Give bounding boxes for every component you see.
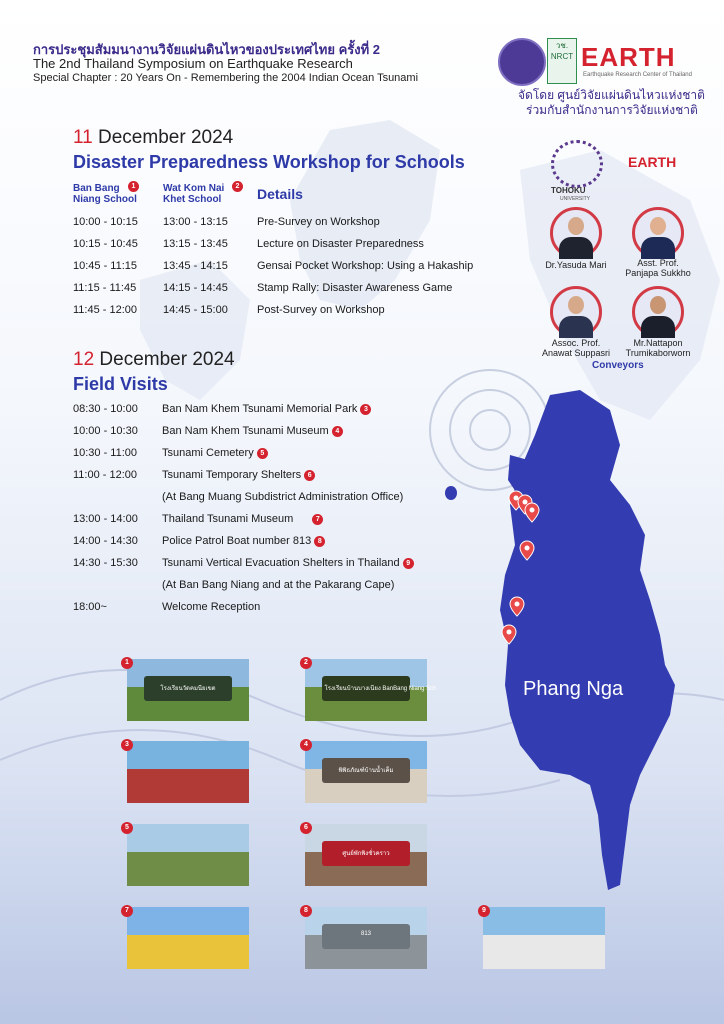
day1-row-time1: 10:45 - 11:15	[73, 260, 138, 272]
thai-title: การประชุมสัมมนางานวิจัยแผ่นดินไหวของประเทศไทย ครั้งที่ 2	[33, 42, 381, 57]
photo-sign-text: โรงเรียนบ้านบางเนียง BanBang Niang Sch	[324, 685, 437, 692]
day2-row-note: (At Bang Muang Subdistrict Administration Office)	[162, 491, 404, 503]
day2-row-label: Tsunami Vertical Evacuation Shelters in Thailand	[162, 557, 400, 569]
photo-badge: 3	[121, 739, 133, 751]
day1-row-time1: 10:00 - 10:15	[73, 216, 138, 228]
day2-row-label: Tsunami Temporary Shelters	[162, 469, 302, 481]
tohoku-logo-text: TOHOKU	[551, 186, 586, 195]
day2-row-label: Police Patrol Boat number 813	[162, 535, 312, 547]
day2-row-time: 10:00 - 10:30	[73, 425, 138, 437]
col2-header-text: Wat Kom Nai Khet School	[163, 183, 225, 205]
photo-location	[127, 659, 249, 721]
col2-badge: 2	[232, 181, 243, 192]
conveyors-label: Conveyors	[592, 360, 644, 371]
nrct-logo-icon	[547, 38, 577, 84]
photo-badge: 1	[121, 657, 133, 669]
day2-row-time: 08:30 - 10:00	[73, 403, 138, 415]
conveyor-name-line2: Anawat Suppasri	[541, 348, 611, 358]
subtitle: Special Chapter : 20 Years On - Remembering the 2004 Indian Ocean Tsunami	[33, 72, 419, 84]
photo-badge: 5	[121, 822, 133, 834]
day2-row-label: Tsunami Cemetery	[162, 447, 254, 459]
conveyor-name-line1: Asst. Prof.	[637, 258, 679, 268]
details-header: Details	[257, 186, 303, 202]
photo-location	[305, 824, 427, 886]
photo-badge: 9	[478, 905, 490, 917]
map-pin-icon	[509, 596, 529, 620]
location-badge: 9	[403, 558, 414, 569]
avatar	[632, 286, 684, 338]
conveyor-name-line1: Mr.Nattapon	[633, 338, 683, 348]
day1-row-time2: 13:45 - 14:15	[163, 260, 228, 272]
earth-logo-sub: Earthquake Research Center of Thailand	[583, 72, 692, 78]
conveyor-name-line2: Panjapa Sukkho	[625, 268, 691, 278]
day2-row-text	[162, 535, 325, 547]
map-pin-icon	[524, 502, 544, 526]
organizer-line-2: ร่วมกับสำนักงานการวิจัยแห่งชาติ	[526, 103, 698, 117]
english-title: The 2nd Thailand Symposium on Earthquake Research	[33, 56, 353, 71]
photo-location	[127, 741, 249, 803]
day1-row-detail: Pre-Survey on Workshop	[257, 216, 380, 228]
tohoku-logo-icon	[551, 140, 603, 188]
day2-row-text	[162, 447, 268, 459]
thai-seal-logo-icon	[498, 38, 546, 86]
nrct-logo-text: วช. NRCT	[550, 41, 574, 61]
day1-row-detail: Post-Survey on Workshop	[257, 304, 385, 316]
photo-sign-text: พิพิธภัณฑ์บ้านน้ำเค็ม	[338, 767, 394, 774]
avatar	[632, 207, 684, 259]
day2-row-time: 10:30 - 11:00	[73, 447, 138, 459]
day2-row-note: (At Ban Bang Niang and at the Pakarang Cape)	[162, 579, 395, 591]
location-badge: 3	[360, 404, 371, 415]
location-badge: 4	[332, 426, 343, 437]
organizer-line-1: จัดโดย ศูนย์วิจัยแผ่นดินไหวแห่งชาติ	[518, 88, 705, 102]
day2-row-text	[162, 469, 315, 481]
day1-row-time1: 10:15 - 10:45	[73, 238, 138, 250]
day2-title: Field Visits	[73, 374, 168, 394]
map-label: Phang Nga	[523, 678, 624, 700]
tohoku-logo-sub: UNIVERSITY	[560, 196, 591, 202]
day2-row-text: Welcome Reception	[162, 601, 261, 613]
day1-row-detail: Lecture on Disaster Preparedness	[257, 238, 424, 250]
photo-location	[127, 907, 249, 969]
day2-row-text	[162, 557, 414, 569]
day2-row-text	[162, 425, 343, 437]
col2-header	[163, 183, 237, 205]
day1-row-time2: 13:00 - 13:15	[163, 216, 228, 228]
photo-location	[127, 824, 249, 886]
col1-badge: 1	[128, 181, 139, 192]
photo-badge: 2	[300, 657, 312, 669]
day2-row-label: Thailand Tsunami Museum	[162, 513, 294, 525]
photo-location	[483, 907, 605, 969]
photo-badge: 6	[300, 822, 312, 834]
location-badge: 5	[257, 448, 268, 459]
day1-row-time1: 11:45 - 12:00	[73, 304, 138, 316]
col1-header-text: Ban Bang Niang School	[73, 183, 137, 205]
location-badge: 6	[304, 470, 315, 481]
day2-row-time: 18:00~	[73, 601, 107, 613]
day1-row-time1: 11:15 - 11:45	[73, 282, 137, 294]
day2-day: 12	[73, 349, 95, 370]
photo-sign-text: โรงเรียนวัดคมนียเขต	[160, 685, 216, 692]
conveyor-name	[616, 258, 700, 278]
conveyor-name	[536, 260, 616, 270]
day2-row-time: 11:00 - 12:00	[73, 469, 138, 481]
location-badge: 7	[312, 514, 323, 525]
day1-row-time2: 14:15 - 14:45	[163, 282, 228, 294]
day2-row-time: 14:00 - 14:30	[73, 535, 138, 547]
earth-logo: EARTH	[581, 42, 676, 72]
day1-date	[73, 127, 233, 149]
day1-day: 11	[73, 127, 93, 148]
day2-row-label: Ban Nam Khem Tsunami Museum	[162, 425, 329, 437]
location-badge: 8	[314, 536, 325, 547]
day1-row-time2: 13:15 - 13:45	[163, 238, 228, 250]
photo-badge: 7	[121, 905, 133, 917]
day1-row-detail: Gensai Pocket Workshop: Using a Hakaship	[257, 260, 474, 272]
photo-badge: 8	[300, 905, 312, 917]
photo-location	[305, 741, 427, 803]
photo-sign-text: ศูนย์พักพิงชั่วคราว	[342, 850, 390, 857]
conveyor-name	[612, 338, 704, 358]
conveyor-name-line1: Assoc. Prof.	[551, 338, 601, 348]
photo-sign-text: 813	[360, 930, 371, 937]
day2-row-text	[162, 513, 323, 525]
earth-logo-small: EARTH	[628, 154, 677, 170]
conveyor-name-line1: Dr.Yasuda Mari	[545, 260, 607, 270]
day2-row-text	[162, 403, 371, 415]
avatar	[550, 207, 602, 259]
day2-month-year: December 2024	[99, 349, 235, 370]
day2-date	[73, 349, 235, 371]
day1-title: Disaster Preparedness Workshop for Schools	[73, 152, 465, 172]
avatar	[550, 286, 602, 338]
day1-row-time2: 14:45 - 15:00	[163, 304, 228, 316]
photo-location	[305, 659, 437, 721]
map-pin-icon	[519, 540, 539, 564]
day2-row-time: 13:00 - 14:00	[73, 513, 138, 525]
day2-row-time: 14:30 - 15:30	[73, 557, 138, 569]
conveyor-name	[530, 338, 622, 358]
day1-row-detail: Stamp Rally: Disaster Awareness Game	[257, 282, 453, 294]
day2-row-label: Ban Nam Khem Tsunami Memorial Park	[162, 403, 358, 415]
map-pin-icon	[501, 624, 521, 648]
conveyor-name-line2: Trumikaborworn	[625, 348, 691, 358]
photo-location	[305, 907, 427, 969]
day1-month-year: December 2024	[98, 127, 234, 148]
photo-badge: 4	[300, 739, 312, 751]
